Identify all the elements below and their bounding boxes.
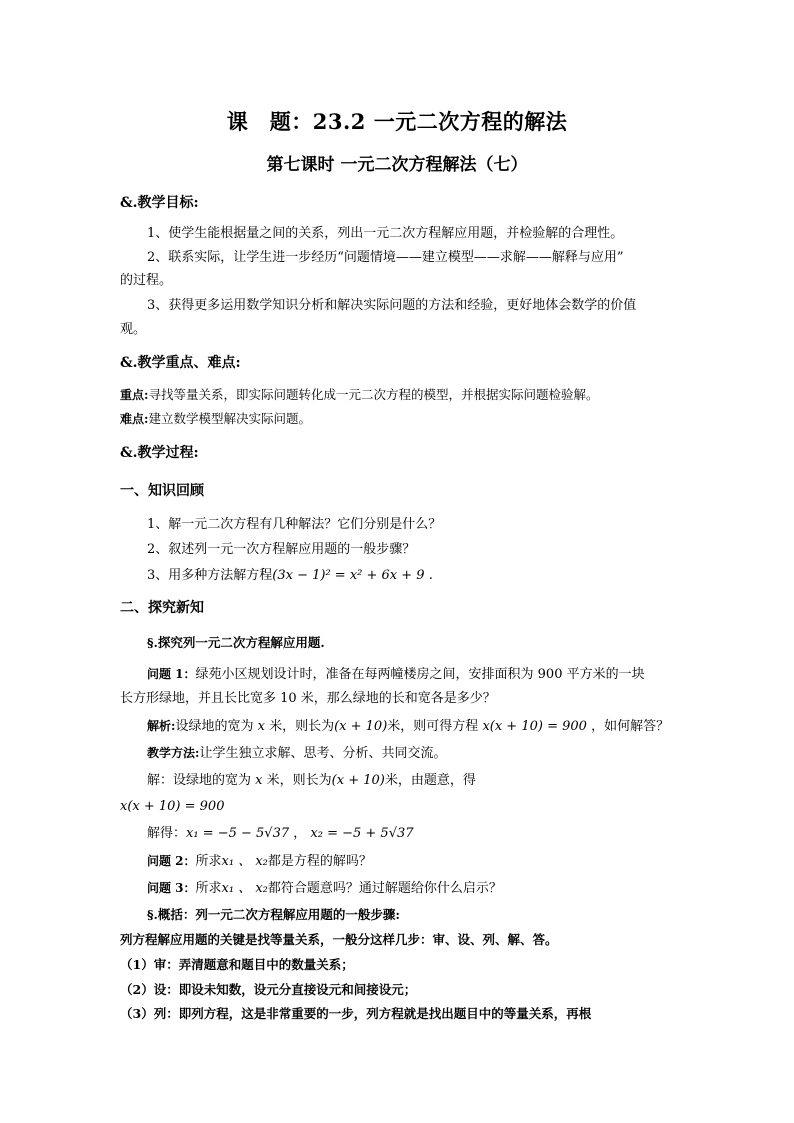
solution-text-b: 米，则长为 (266, 773, 332, 788)
analysis-text-c: 米，则可得方程 (387, 719, 479, 734)
roots-label: 解得： (147, 826, 187, 841)
goal-2: 2、联系实际，让学生进一步经历“问题情境——建立模型——求解——解释与应用” (147, 250, 624, 265)
key-point (120, 385, 680, 405)
root-2: x₂ = −5 + 5√37 (310, 826, 414, 841)
question-1-text: 绿苑小区规划设计时，准备在每两幢楼房之间，安排面积为 900 平方米的一块 (195, 667, 645, 682)
question-2-text-b: 都是方程的解吗？ (267, 854, 372, 869)
question-2-text-a: 所求 (195, 854, 222, 869)
goal-3-cont: 观。 (120, 322, 147, 337)
goal-1: 1、使学生能根据量之间的关系，列出一元二次方程解应用题，并检验解的合理性。 (147, 226, 624, 241)
solution-text-c: 米，由题意，得 (384, 773, 476, 788)
difficulty-text: 建立数学模型解决实际问题。 (148, 411, 311, 426)
part-one-heading: 一、知识回顾 (120, 483, 204, 499)
section-key-heading: &.教学重点、难点: (120, 355, 241, 371)
method-text: 让学生独立求解、思考、分析、共同交流。 (199, 746, 447, 761)
part-two-heading: 二、探究新知 (120, 600, 204, 616)
analysis-text-b: 米，则长为 (269, 719, 335, 734)
question-1 (147, 664, 707, 685)
key-text: 寻找等量关系，即实际问题转化成一元二次方程的模型，并根据实际问题检验解。 (148, 387, 599, 402)
review-3-equation: (3x − 1)² = x² + 6x + 9 . (272, 568, 433, 583)
review-2: 2、叙述列一元一次方程解应用题的一般步骤？ (147, 542, 416, 557)
question-3-text-a: 所求 (195, 881, 222, 896)
difficulty-label: 难点: (120, 412, 149, 426)
solution-var-x: x (255, 773, 263, 788)
review-3-text: 3、用多种方法解方程 (147, 568, 273, 583)
explore-title: §.探究列一元二次方程解应用题. (147, 635, 325, 650)
question-1-label: 问题 1： (147, 667, 196, 681)
solution-equation: x(x + 10) = 900 (120, 799, 225, 814)
review-1: 1、解一元二次方程有几种解法？它们分别是什么？ (147, 517, 442, 532)
teaching-method (147, 743, 707, 764)
question-3-vars: x₁ 、 x₂ (221, 881, 268, 896)
summary-step-1: （1）审：弄清题意和题目中的数量关系； (120, 957, 354, 972)
goal-3: 3、获得更多运用数学知识分析和解决实际问题的方法和经验，更好地体会数学的价值 (147, 298, 637, 313)
section-goals-heading: &.教学目标: (120, 195, 199, 211)
summary-intro: 列方程解应用题的关键是找等量关系，一般分这样几步：审、设、列、解、答。 (120, 932, 558, 947)
summary-step-3: （3）列：即列方程，这是非常重要的一步，列方程就是找出题目中的等量关系，再根 (120, 1006, 592, 1021)
difficulty-point (120, 409, 680, 429)
question-2-vars: x₁ 、 x₂ (221, 854, 268, 869)
analysis-text-a: 设绿地的宽为 (175, 719, 254, 734)
root-1: x₁ = −5 − 5√37 (186, 826, 290, 841)
lesson-subtitle: 第七课时 一元二次方程解法（七） (266, 155, 528, 175)
question-3 (147, 878, 707, 899)
review-3 (147, 566, 707, 586)
question-3-label: 问题 3： (147, 881, 196, 895)
summary-title: §.概括：列一元二次方程解应用题的一般步骤: (147, 907, 401, 922)
solution-expr-length: (x + 10) (331, 773, 385, 788)
question-2 (147, 851, 707, 872)
expr-length: (x + 10) (334, 719, 388, 734)
question-2-label: 问题 2： (147, 854, 196, 868)
section-process-heading: &.教学过程: (120, 445, 199, 461)
analysis (147, 716, 707, 737)
question-1-cont: 长方形绿地，并且长比宽多 10 米，那么绿地的长和宽各是多少？ (120, 691, 496, 706)
analysis-label: 解析: (147, 719, 176, 733)
goal-2-cont: 的过程。 (120, 273, 173, 288)
key-label: 重点: (120, 388, 149, 402)
roots: 解得：x₁ = −5 − 5√37 ， x₂ = −5 + 5√37 (147, 826, 414, 841)
solution (147, 771, 707, 791)
var-x: x (257, 719, 265, 734)
solution-text-a: 解：设绿地的宽为 (147, 773, 252, 788)
equation-main: x(x + 10) = 900 (482, 719, 587, 734)
lesson-title: 课 题：23.2 一元二次方程的解法 (226, 109, 568, 134)
question-3-text-b: 都符合题意吗？通过解题给你什么启示？ (267, 881, 502, 896)
analysis-text-d: ，如何解答？ (591, 719, 670, 734)
method-label: 教学方法: (147, 746, 200, 760)
summary-step-2: （2）设：即设未知数，设元分直接设元和间接设元； (120, 982, 417, 997)
